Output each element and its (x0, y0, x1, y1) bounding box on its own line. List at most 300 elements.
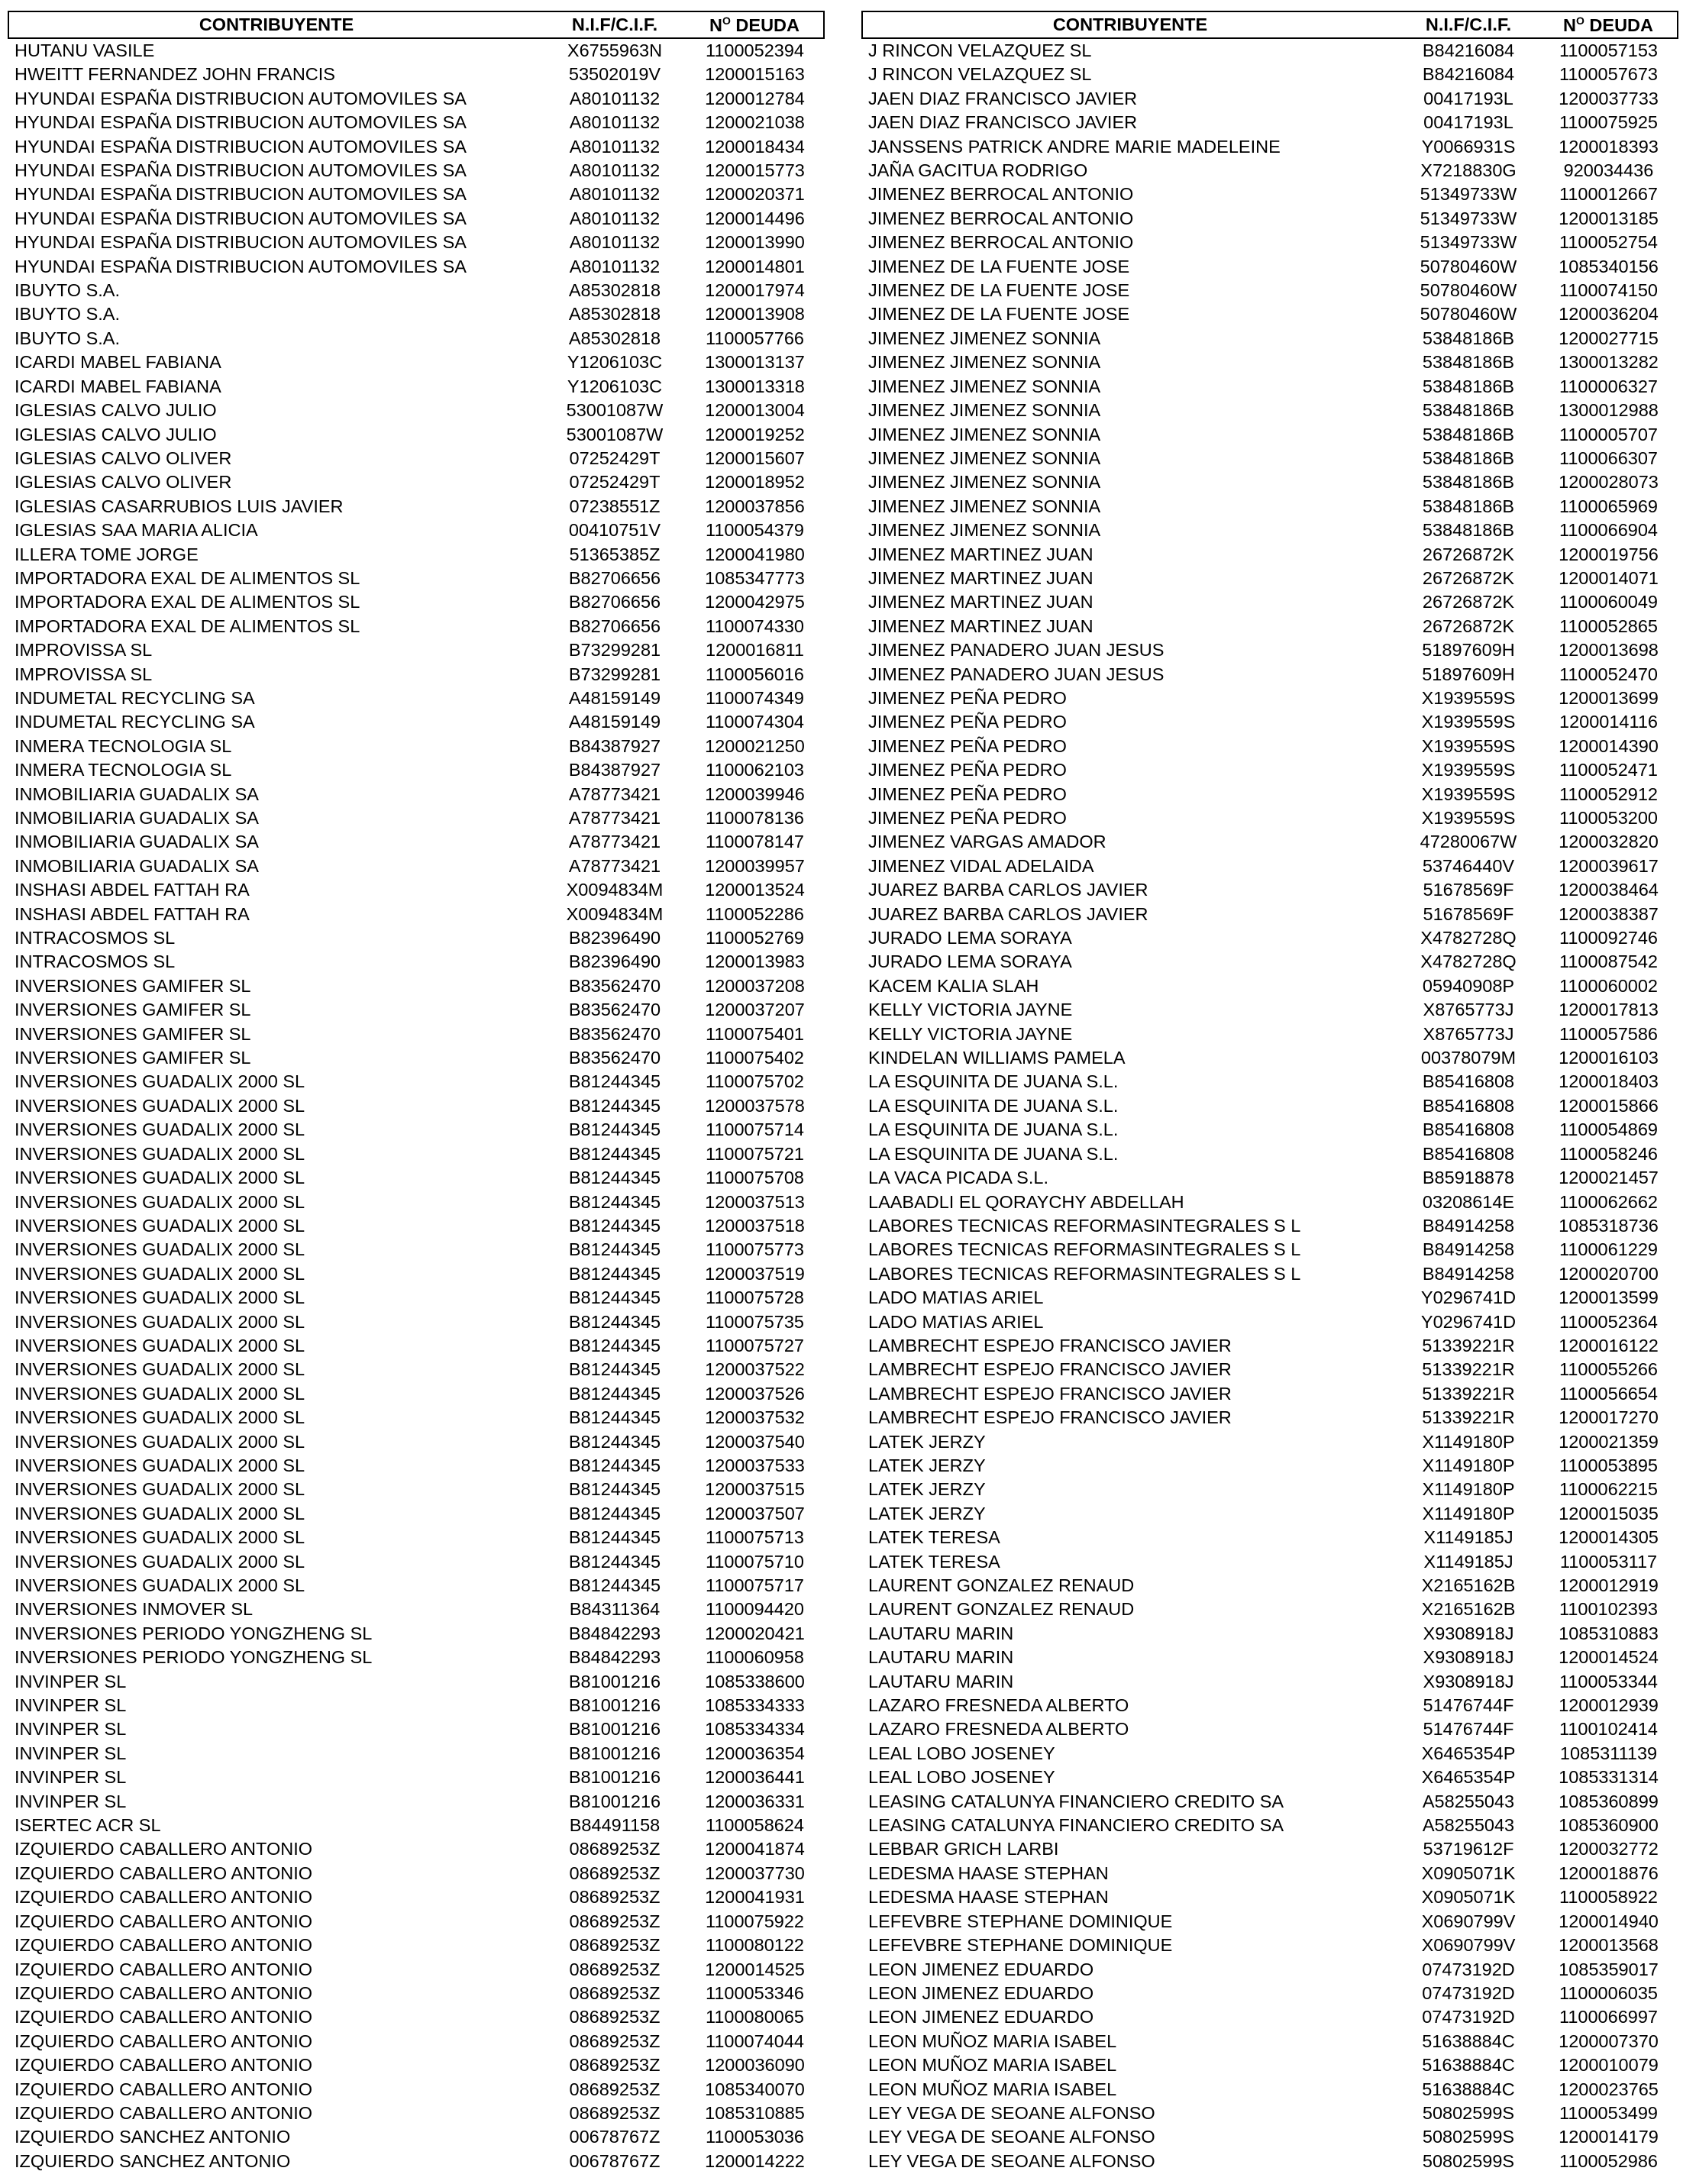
contribuyente-cell: HYUNDAI ESPAÑA DISTRIBUCION AUTOMOVILES SA (15, 232, 467, 253)
contribuyente-cell: JANSSENS PATRICK ANDRE MARIE MADELEINE (868, 136, 1281, 157)
nif-cell: 50780460W (1420, 256, 1517, 276)
table-row (8, 1550, 824, 1574)
deuda-cell: 1100075727 (706, 1335, 804, 1355)
table-row (8, 1310, 824, 1334)
deuda-cell: 1200015163 (705, 64, 805, 85)
contribuyente-cell: LAZARO FRESNEDA ALBERTO (868, 1695, 1129, 1716)
table-row (862, 1478, 1678, 1501)
deuda-cell: 1100066307 (1559, 447, 1658, 468)
contribuyente-cell: IZQUIERDO CABALLERO ANTONIO (15, 1887, 313, 1908)
deuda-cell: 1200017974 (705, 280, 805, 301)
table-row (8, 590, 824, 614)
contribuyente-cell: LABORES TECNICAS REFORMASINTEGRALES S L (868, 1239, 1301, 1260)
nif-cell: B82706656 (568, 615, 661, 636)
deuda-cell: 1100078147 (706, 832, 804, 852)
table-row (862, 1166, 1678, 1190)
contribuyente-cell: LAUTARU MARIN (868, 1671, 1014, 1691)
table-row (862, 1094, 1678, 1118)
nif-cell: 51638884C (1422, 2079, 1515, 2099)
contribuyente-cell: INVERSIONES GUADALIX 2000 SL (15, 1575, 305, 1595)
nif-cell: 08689253Z (569, 2031, 661, 2051)
contribuyente-cell: HYUNDAI ESPAÑA DISTRIBUCION AUTOMOVILES SA (15, 112, 467, 133)
contribuyente-cell: IGLESIAS CALVO OLIVER (15, 472, 232, 493)
nif-cell: B84914258 (1422, 1239, 1515, 1260)
header-deuda-prefix: N (709, 15, 722, 35)
nif-cell: A85302818 (568, 328, 661, 348)
table-row (8, 1382, 824, 1406)
contribuyente-cell: LATEK JERZY (868, 1431, 986, 1452)
table-row (8, 470, 824, 494)
nif-cell: X1939559S (1421, 735, 1516, 756)
nif-cell: X0905071K (1421, 1887, 1516, 1908)
table-row (8, 1814, 824, 1837)
nif-cell: X1149180P (1422, 1503, 1515, 1523)
table-row (862, 351, 1678, 374)
contribuyente-cell: LAUTARU MARIN (868, 1647, 1014, 1668)
contribuyente-cell: JIMENEZ BERROCAL ANTONIO (868, 208, 1134, 228)
contribuyente-cell: HYUNDAI ESPAÑA DISTRIBUCION AUTOMOVILES SA (15, 184, 467, 205)
deuda-cell: 1200012939 (1559, 1695, 1659, 1716)
deuda-cell: 1100052394 (706, 40, 804, 60)
table-row (8, 1430, 824, 1454)
contribuyente-cell: JIMENEZ PEÑA PEDRO (868, 783, 1067, 804)
nif-cell: A78773421 (568, 832, 661, 852)
nif-cell: X6755963N (567, 40, 663, 60)
table-row (862, 615, 1678, 638)
contribuyente-cell: JIMENEZ JIMENEZ SONNIA (868, 424, 1101, 444)
contribuyente-cell: INVERSIONES GUADALIX 2000 SL (15, 1479, 305, 1500)
nif-cell: B85416808 (1422, 1143, 1515, 1164)
deuda-cell: 1200013185 (1559, 208, 1659, 228)
contribuyente-cell: INVERSIONES GUADALIX 2000 SL (15, 1263, 305, 1284)
contribuyente-cell: LEASING CATALUNYA FINANCIERO CREDITO SA (868, 1815, 1284, 1836)
deuda-cell: 1200037540 (705, 1431, 805, 1452)
nif-cell: B81244345 (568, 1335, 661, 1355)
nif-cell: 07473192D (1422, 1959, 1515, 1979)
deuda-cell: 1300013282 (1559, 352, 1659, 373)
deuda-cell: 1085310883 (1559, 1623, 1659, 1643)
nif-cell: 53848186B (1422, 447, 1515, 468)
contribuyente-cell: INVERSIONES PERIODO YONGZHENG SL (15, 1623, 373, 1643)
table-row (862, 1262, 1678, 1286)
table-row (862, 111, 1678, 134)
nif-cell: X1149185J (1423, 1527, 1513, 1548)
right-header-row (862, 11, 1678, 38)
deuda-cell: 1100052912 (1559, 783, 1658, 804)
table-row (862, 1214, 1678, 1238)
deuda-cell: 1200014071 (1559, 567, 1659, 588)
header-deuda-sup: O (722, 14, 731, 27)
contribuyente-cell: JIMENEZ VARGAS AMADOR (868, 832, 1106, 852)
deuda-cell: 1200014525 (705, 1959, 805, 1979)
nif-cell: X1939559S (1421, 712, 1516, 732)
nif-cell: X8765773J (1423, 1023, 1514, 1044)
contribuyente-cell: JIMENEZ PEÑA PEDRO (868, 712, 1067, 732)
contribuyente-cell: JIMENEZ MARTINEZ JUAN (868, 615, 1093, 636)
nif-cell: B81001216 (568, 1767, 661, 1788)
nif-cell: B84842293 (568, 1647, 661, 1668)
nif-cell: B81244345 (568, 1575, 661, 1595)
deuda-cell: 1100080122 (706, 1935, 804, 1956)
nif-cell: A58255043 (1422, 1815, 1515, 1836)
table-row (8, 1958, 824, 1982)
contribuyente-cell: HYUNDAI ESPAÑA DISTRIBUCION AUTOMOVILES SA (15, 256, 467, 276)
contribuyente-cell: HYUNDAI ESPAÑA DISTRIBUCION AUTOMOVILES SA (15, 208, 467, 228)
deuda-cell: 1100066904 (1559, 520, 1658, 541)
contribuyente-cell: INTRACOSMOS SL (15, 928, 176, 948)
nif-cell: B81001216 (568, 1671, 661, 1691)
header-nif: N.I.F/C.I.F. (1397, 11, 1539, 38)
deuda-cell: 1200018952 (705, 472, 805, 493)
table-row (8, 87, 824, 111)
nif-cell: B73299281 (568, 640, 661, 661)
table-row (862, 519, 1678, 542)
table-row (862, 1717, 1678, 1741)
table-row (8, 1406, 824, 1430)
nif-cell: 51476744F (1423, 1695, 1514, 1716)
deuda-cell: 1200037207 (705, 1000, 805, 1020)
deuda-cell: 1100065969 (1559, 496, 1658, 516)
contribuyente-cell: LEAL LOBO JOSENEY (868, 1767, 1055, 1788)
nif-cell: 47280067W (1420, 832, 1517, 852)
nif-cell: B85416808 (1422, 1119, 1515, 1140)
left-table-body (8, 38, 824, 2173)
deuda-cell: 1200018403 (1559, 1071, 1659, 1092)
header-deuda-suffix: DEUDA (730, 15, 800, 35)
table-row (862, 2125, 1678, 2149)
table-row (862, 1502, 1678, 1526)
nif-cell: B85416808 (1422, 1071, 1515, 1092)
contribuyente-cell: HUTANU VASILE (15, 40, 155, 60)
contribuyente-cell: IZQUIERDO CABALLERO ANTONIO (15, 1935, 313, 1956)
deuda-cell: 1085360900 (1559, 1815, 1659, 1836)
contribuyente-cell: HYUNDAI ESPAÑA DISTRIBUCION AUTOMOVILES SA (15, 136, 467, 157)
deuda-cell: 1100058922 (1559, 1887, 1658, 1908)
contribuyente-cell: IBUYTO S.A. (15, 328, 120, 348)
table-row (862, 1382, 1678, 1406)
table-row (8, 1574, 824, 1598)
deuda-cell: 1100075721 (706, 1143, 804, 1164)
contribuyente-cell: KACEM KALIA SLAH (868, 975, 1039, 996)
deuda-cell: 1200027715 (1559, 328, 1659, 348)
nif-cell: B84311364 (569, 1599, 661, 1620)
nif-cell: A78773421 (568, 808, 661, 828)
deuda-cell: 1200015773 (705, 160, 805, 181)
deuda-cell: 1200032772 (1559, 1839, 1659, 1859)
table-row (8, 1286, 824, 1310)
deuda-cell: 1100006327 (1559, 376, 1658, 396)
deuda-cell: 1200013524 (705, 880, 805, 900)
nif-cell: 08689253Z (569, 2007, 661, 2027)
deuda-cell: 1200013698 (1559, 640, 1659, 661)
table-row (8, 1598, 824, 1621)
deuda-cell: 1200041874 (705, 1839, 805, 1859)
contribuyente-cell: HWEITT FERNANDEZ JOHN FRANCIS (15, 64, 335, 85)
deuda-cell: 1100062215 (1559, 1479, 1658, 1500)
deuda-cell: 1085359017 (1559, 1959, 1659, 1979)
contribuyente-cell: IGLESIAS CALVO JULIO (15, 424, 217, 444)
contribuyente-cell: INVINPER SL (15, 1695, 127, 1716)
table-row (8, 638, 824, 662)
deuda-cell: 1200041980 (705, 544, 805, 564)
table-row (862, 710, 1678, 734)
table-row (862, 1670, 1678, 1694)
nif-cell: B81244345 (568, 1071, 661, 1092)
nif-cell: X0690799V (1421, 1935, 1516, 1956)
table-row (862, 183, 1678, 206)
table-row (862, 399, 1678, 422)
contribuyente-cell: JIMENEZ DE LA FUENTE JOSE (868, 256, 1130, 276)
nif-cell: 53848186B (1422, 400, 1515, 421)
deuda-cell: 1200037730 (705, 1863, 805, 1883)
deuda-cell: 1100058624 (706, 1815, 804, 1836)
contribuyente-cell: J RINCON VELAZQUEZ SL (868, 40, 1092, 60)
table-row (8, 663, 824, 687)
nif-cell: B81244345 (568, 1479, 661, 1500)
nif-cell: B84491158 (569, 1815, 661, 1836)
contribuyente-cell: IZQUIERDO CABALLERO ANTONIO (15, 2102, 313, 2123)
nif-cell: A80101132 (569, 184, 661, 205)
nif-cell: X0094834M (566, 903, 664, 924)
contribuyente-cell: IZQUIERDO CABALLERO ANTONIO (15, 1863, 313, 1883)
deuda-cell: 1100053036 (706, 2127, 804, 2147)
nif-cell: B82396490 (568, 928, 661, 948)
table-row (862, 638, 1678, 662)
table-row (8, 974, 824, 998)
table-row (862, 687, 1678, 710)
nif-cell: 00378079M (1420, 1048, 1517, 1068)
deuda-cell: 1200039617 (1559, 855, 1659, 876)
table-row (862, 783, 1678, 806)
table-row (862, 1862, 1678, 1885)
contribuyente-cell: INMERA TECNOLOGIA SL (15, 760, 232, 780)
contribuyente-cell: LADO MATIAS ARIEL (868, 1311, 1044, 1332)
table-row (862, 1982, 1678, 2005)
nif-cell: 00410751V (568, 520, 661, 541)
deuda-cell: 1100066997 (1559, 2007, 1658, 2027)
nif-cell: 50802599S (1422, 2150, 1515, 2171)
deuda-cell: 1200039946 (705, 783, 805, 804)
nif-cell: B81244345 (568, 1191, 661, 1212)
nif-cell: B81244345 (568, 1119, 661, 1140)
deuda-cell: 1100061229 (1559, 1239, 1658, 1260)
table-row (862, 735, 1678, 758)
nif-cell: 51349733W (1420, 208, 1517, 228)
table-row (8, 1166, 824, 1190)
nif-cell: B81244345 (568, 1287, 661, 1308)
deuda-cell: 1085310885 (705, 2102, 805, 2123)
table-row (862, 758, 1678, 782)
deuda-cell: 1100053346 (706, 1982, 804, 2003)
nif-cell: B81244345 (568, 1239, 661, 1260)
contribuyente-cell: INSHASI ABDEL FATTAH RA (15, 903, 250, 924)
table-row (8, 1837, 824, 1861)
nif-cell: Y0296741D (1420, 1287, 1517, 1308)
contribuyente-cell: INVINPER SL (15, 1791, 127, 1811)
nif-cell: X6465354P (1421, 1767, 1516, 1788)
nif-cell: 05940908P (1422, 975, 1515, 996)
nif-cell: 53848186B (1422, 472, 1515, 493)
deuda-cell: 1200037856 (705, 496, 805, 516)
deuda-cell: 1100087542 (1559, 951, 1658, 972)
deuda-cell: 1100057673 (1559, 64, 1658, 85)
nif-cell: Y1206103C (567, 352, 663, 373)
deuda-cell: 1200037513 (705, 1191, 805, 1212)
contribuyente-cell: ICARDI MABEL FABIANA (15, 352, 221, 373)
table-row (8, 806, 824, 830)
nif-cell: A85302818 (568, 304, 661, 325)
table-row (862, 375, 1678, 399)
deuda-cell: 1200037733 (1559, 88, 1659, 108)
contribuyente-cell: KINDELAN WILLIAMS PAMELA (868, 1048, 1126, 1068)
nif-cell: B81001216 (568, 1791, 661, 1811)
deuda-cell: 1100060049 (1559, 592, 1658, 612)
table-row (8, 111, 824, 134)
deuda-cell: 1200019756 (1559, 544, 1659, 564)
table-row (862, 2150, 1678, 2173)
contribuyente-cell: INVERSIONES GUADALIX 2000 SL (15, 1383, 305, 1404)
deuda-cell: 1200012784 (705, 88, 805, 108)
table-row (8, 2150, 824, 2173)
table-row (8, 399, 824, 422)
deuda-cell: 1200037518 (705, 1215, 805, 1236)
contribuyente-cell: INMOBILIARIA GUADALIX SA (15, 783, 259, 804)
nif-cell: X7218830G (1420, 160, 1517, 181)
table-row (862, 974, 1678, 998)
nif-cell: B81244345 (568, 1551, 661, 1572)
deuda-cell: 1085347773 (705, 567, 805, 588)
contribuyente-cell: INVERSIONES GAMIFER SL (15, 1048, 251, 1068)
table-row (862, 1837, 1678, 1861)
contribuyente-cell: LA ESQUINITA DE JUANA S.L. (868, 1119, 1119, 1140)
deuda-cell: 1200015035 (1559, 1503, 1659, 1523)
nif-cell: 53848186B (1422, 352, 1515, 373)
nif-cell: X0094834M (566, 880, 664, 900)
deuda-cell: 1200016122 (1559, 1335, 1659, 1355)
deuda-cell: 1200036354 (705, 1743, 805, 1763)
deuda-cell: 1200023765 (1559, 2079, 1659, 2099)
header-contribuyente: CONTRIBUYENTE (8, 11, 544, 38)
nif-cell: B81244345 (568, 1263, 661, 1284)
table-row (862, 207, 1678, 231)
table-row (8, 1191, 824, 1214)
table-row (8, 135, 824, 159)
table-row (8, 567, 824, 590)
table-row (8, 1478, 824, 1501)
deuda-cell: 1200015866 (1559, 1095, 1659, 1116)
deuda-cell: 1100075708 (706, 1168, 804, 1188)
table-row (8, 1142, 824, 1166)
table-row (8, 1622, 824, 1646)
table-row (8, 1982, 824, 2005)
contribuyente-cell: IZQUIERDO CABALLERO ANTONIO (15, 2079, 313, 2099)
table-row (862, 806, 1678, 830)
contribuyente-cell: LATEK JERZY (868, 1455, 986, 1475)
contribuyente-cell: LEY VEGA DE SEOANE ALFONSO (868, 2127, 1155, 2147)
contribuyente-cell: JIMENEZ DE LA FUENTE JOSE (868, 304, 1130, 325)
contribuyente-cell: JUAREZ BARBA CARLOS JAVIER (868, 903, 1148, 924)
contribuyente-cell: IZQUIERDO SANCHEZ ANTONIO (15, 2150, 291, 2171)
table-row (862, 447, 1678, 470)
contribuyente-cell: INVERSIONES GUADALIX 2000 SL (15, 1191, 305, 1212)
table-row (8, 735, 824, 758)
deuda-cell: 1200037519 (705, 1263, 805, 1284)
table-row (862, 1430, 1678, 1454)
nif-cell: 51339221R (1422, 1383, 1515, 1404)
nif-cell: 51897609H (1422, 664, 1515, 684)
deuda-cell: 1200021038 (705, 112, 805, 133)
nif-cell: 08689253Z (569, 1839, 661, 1859)
nif-cell: 53848186B (1422, 376, 1515, 396)
deuda-cell: 1100052754 (1559, 232, 1658, 253)
table-row (862, 1742, 1678, 1766)
deuda-cell: 1100075922 (706, 1911, 804, 1931)
contribuyente-cell: LABORES TECNICAS REFORMASINTEGRALES S L (868, 1263, 1301, 1284)
deuda-cell: 1200036331 (705, 1791, 805, 1811)
nif-cell: B81244345 (568, 1455, 661, 1475)
nif-cell: B84216084 (1422, 40, 1515, 60)
table-row (862, 63, 1678, 86)
contribuyente-cell: INVERSIONES GUADALIX 2000 SL (15, 1551, 305, 1572)
deuda-cell: 1100075773 (706, 1239, 804, 1260)
nif-cell: B84914258 (1422, 1215, 1515, 1236)
table-row (862, 1958, 1678, 1982)
table-row (8, 423, 824, 447)
table-row (8, 63, 824, 86)
deuda-cell: 1100080065 (706, 2007, 804, 2027)
contribuyente-cell: INVERSIONES GUADALIX 2000 SL (15, 1455, 305, 1475)
contribuyente-cell: LATEK TERESA (868, 1527, 1000, 1548)
contribuyente-cell: LAURENT GONZALEZ RENAUD (868, 1599, 1135, 1620)
nif-cell: 08689253Z (569, 2079, 661, 2099)
table-row (8, 1742, 824, 1766)
nif-cell: 53848186B (1422, 424, 1515, 444)
nif-cell: X4782728Q (1420, 928, 1517, 948)
deuda-cell: 1100054379 (706, 520, 804, 541)
contribuyente-cell: KELLY VICTORIA JAYNE (868, 1000, 1073, 1020)
contribuyente-cell: IMPORTADORA EXAL DE ALIMENTOS SL (15, 592, 360, 612)
header-deuda (686, 11, 824, 38)
contribuyente-cell: LAABADLI EL QORAYCHY ABDELLAH (868, 1191, 1184, 1212)
table-row (862, 1238, 1678, 1262)
nif-cell: 08689253Z (569, 1887, 661, 1908)
header-nif: N.I.F/C.I.F. (544, 11, 686, 38)
contribuyente-cell: LAUTARU MARIN (868, 1623, 1014, 1643)
nif-cell: B81244345 (568, 1215, 661, 1236)
contribuyente-cell: KELLY VICTORIA JAYNE (868, 1023, 1073, 1044)
contribuyente-cell: IZQUIERDO CABALLERO ANTONIO (15, 2031, 313, 2051)
contribuyente-cell: LEON JIMENEZ EDUARDO (868, 2007, 1094, 2027)
nif-cell: X2165162B (1421, 1575, 1516, 1595)
nif-cell: Y0066931S (1421, 136, 1516, 157)
nif-cell: B81001216 (568, 1743, 661, 1763)
nif-cell: B81001216 (568, 1695, 661, 1716)
deuda-cell: 1200014801 (705, 256, 805, 276)
deuda-cell: 1200042975 (705, 592, 805, 612)
contribuyente-cell: INVERSIONES GUADALIX 2000 SL (15, 1143, 305, 1164)
header-deuda-prefix: N (1563, 15, 1576, 35)
table-row (862, 159, 1678, 183)
contribuyente-cell: INVERSIONES GUADALIX 2000 SL (15, 1119, 305, 1140)
contribuyente-cell: IZQUIERDO CABALLERO ANTONIO (15, 1911, 313, 1931)
nif-cell: 07252429T (569, 447, 661, 468)
contribuyente-cell: IZQUIERDO CABALLERO ANTONIO (15, 1982, 313, 2003)
contribuyente-cell: JUAREZ BARBA CARLOS JAVIER (868, 880, 1148, 900)
deuda-cell: 1200012919 (1559, 1575, 1659, 1595)
nif-cell: B82706656 (568, 592, 661, 612)
nif-cell: 51339221R (1422, 1335, 1515, 1355)
deuda-cell: 1100078136 (706, 808, 804, 828)
